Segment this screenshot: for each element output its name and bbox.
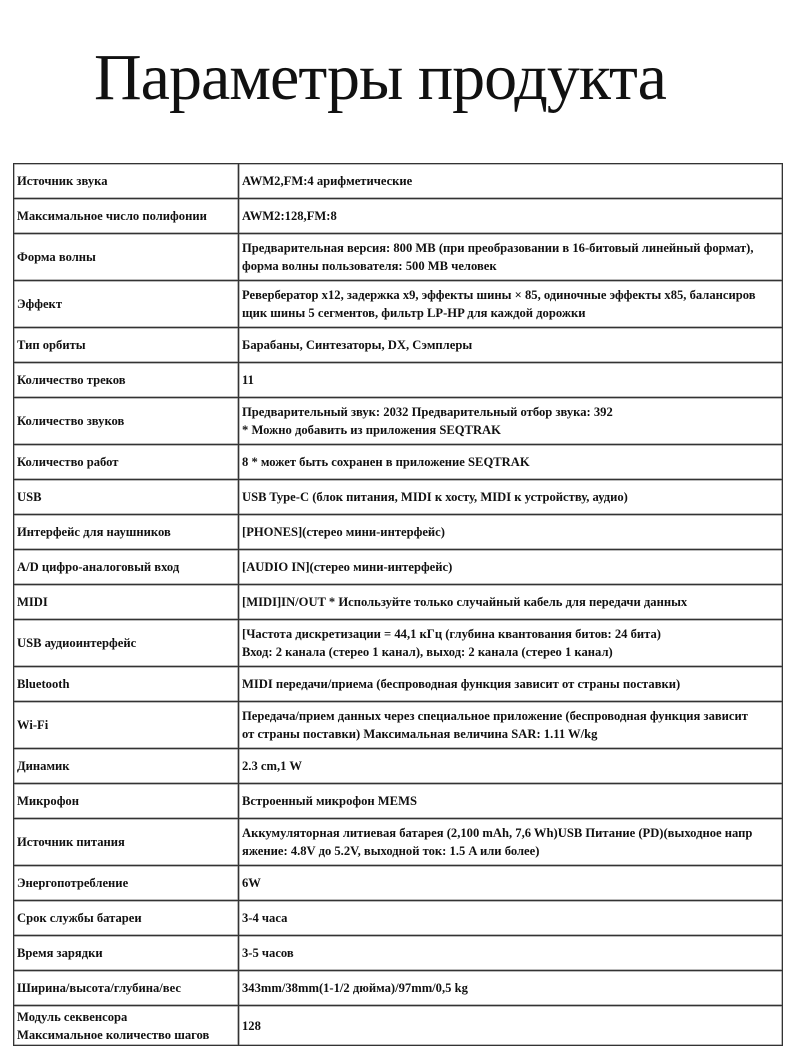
spec-key: USB аудиоинтерфейс xyxy=(14,620,239,667)
spec-table xyxy=(13,163,783,1046)
spec-value xyxy=(239,866,783,901)
spec-value xyxy=(239,585,783,620)
spec-row xyxy=(14,515,783,550)
spec-row xyxy=(14,1006,783,1046)
spec-value xyxy=(239,398,783,445)
spec-value-line: 8 * может быть сохранен в приложение SEQTRAK xyxy=(242,455,530,469)
spec-value-line: 343mm/38mm(1-1/2 дюйма)/97mm/0,5 kg xyxy=(242,981,468,995)
spec-value-line: 3-5 часов xyxy=(242,946,294,960)
spec-key: Bluetooth xyxy=(14,667,239,702)
spec-value-line: [PHONES](стерео мини-интерфейс) xyxy=(242,525,445,539)
spec-value-line: MIDI передачи/приема (беспроводная функция зависит от страны поставки) xyxy=(242,677,681,691)
spec-value-line: USB Type-C (блок питания, MIDI к хосту, MIDI к устройству, аудио) xyxy=(242,490,628,504)
spec-key: Динамик xyxy=(14,749,239,784)
spec-value xyxy=(239,702,783,749)
spec-value-line: 3-4 часа xyxy=(242,911,288,925)
spec-row xyxy=(14,234,783,281)
spec-key: Максимальное число полифонии xyxy=(14,199,239,234)
spec-value-line: Аккумуляторная литиевая батарея (2,100 mAh, 7,6 Wh)USB Питание (PD)(выходное напр xyxy=(242,826,753,840)
spec-value-line: форма волны пользователя: 500 MB человек xyxy=(242,259,497,273)
spec-value-line: 128 xyxy=(242,1018,261,1033)
spec-key: Wi-Fi xyxy=(14,702,239,749)
spec-value-line: [MIDI]IN/OUT * Используйте только случайный кабель для передачи данных xyxy=(242,595,688,609)
spec-value-line: Барабаны, Синтезаторы, DX, Сэмплеры xyxy=(242,338,473,352)
spec-row xyxy=(14,199,783,234)
spec-row xyxy=(14,363,783,398)
spec-value xyxy=(239,515,783,550)
spec-value xyxy=(239,784,783,819)
spec-row xyxy=(14,971,783,1006)
spec-key: Количество работ xyxy=(14,445,239,480)
spec-key-line: Модуль секвенсора xyxy=(17,1009,128,1024)
spec-value-line: * Можно добавить из приложения SEQTRAK xyxy=(242,423,501,437)
page-title: Параметры продукта xyxy=(94,41,666,114)
spec-value-line: Встроенный микрофон MEMS xyxy=(242,794,417,808)
spec-row xyxy=(14,784,783,819)
spec-value-line: [AUDIO IN](стерео мини-интерфейс) xyxy=(242,560,453,574)
spec-key-line: Максимальное количество шагов xyxy=(17,1027,210,1042)
spec-key: Количество треков xyxy=(14,363,239,398)
spec-row xyxy=(14,901,783,936)
spec-key: Срок службы батареи xyxy=(14,901,239,936)
spec-key: Микрофон xyxy=(14,784,239,819)
spec-value-line: Ревербератор x12, задержка x9, эффекты шины × 85, одиночные эффекты x85, балансиров xyxy=(242,288,756,302)
spec-row xyxy=(14,445,783,480)
spec-row xyxy=(14,164,783,199)
spec-row xyxy=(14,398,783,445)
spec-value-line: 2.3 cm,1 W xyxy=(242,759,302,773)
spec-key: Ширина/высота/глубина/вес xyxy=(14,971,239,1006)
spec-value-line: AWM2:128,FM:8 xyxy=(242,209,337,223)
spec-value-line: AWM2,FM:4 арифметические xyxy=(242,174,413,188)
spec-value-line: щик шины 5 сегментов, фильтр LP-HP для каждой дорожки xyxy=(242,306,586,320)
spec-row xyxy=(14,702,783,749)
spec-value-line: Вход: 2 канала (стерео 1 канал), выход: 2 канала (стерео 1 канал) xyxy=(242,645,613,659)
spec-value xyxy=(239,901,783,936)
spec-key: Интерфейс для наушников xyxy=(14,515,239,550)
spec-key: Энергопотребление xyxy=(14,866,239,901)
spec-value xyxy=(239,620,783,667)
spec-value xyxy=(239,667,783,702)
spec-row xyxy=(14,819,783,866)
spec-value xyxy=(239,819,783,866)
spec-value-line: Передача/прием данных через специальное приложение (беспроводная функция зависит xyxy=(242,709,748,723)
spec-value xyxy=(239,328,783,363)
spec-value-line: от страны поставки) Максимальная величина SAR: 1.11 W/kg xyxy=(242,727,598,741)
spec-value-line: Предварительный звук: 2032 Предварительный отбор звука: 392 xyxy=(242,405,613,419)
spec-value-line: яжение: 4.8V до 5.2V, выходной ток: 1.5 A или более) xyxy=(242,844,540,858)
spec-row xyxy=(14,936,783,971)
spec-row xyxy=(14,328,783,363)
spec-value xyxy=(239,363,783,398)
spec-row xyxy=(14,667,783,702)
spec-value xyxy=(239,550,783,585)
spec-value xyxy=(239,749,783,784)
spec-value xyxy=(239,445,783,480)
spec-key: USB xyxy=(14,480,239,515)
spec-key: MIDI xyxy=(14,585,239,620)
spec-row xyxy=(14,550,783,585)
spec-value-line: Предварительная версия: 800 MB (при преобразовании в 16-битовый линейный формат), xyxy=(242,241,754,255)
spec-value xyxy=(239,281,783,328)
spec-value-line: [Частота дискретизации = 44,1 кГц (глубина квантования битов: 24 бита) xyxy=(242,627,661,641)
spec-key: Время зарядки xyxy=(14,936,239,971)
spec-value-line: 6W xyxy=(242,876,261,890)
spec-key: A/D цифро-аналоговый вход xyxy=(14,550,239,585)
spec-value xyxy=(239,1006,783,1046)
spec-key xyxy=(14,1006,239,1046)
spec-row xyxy=(14,749,783,784)
spec-key: Источник звука xyxy=(14,164,239,199)
spec-row xyxy=(14,281,783,328)
spec-key: Источник питания xyxy=(14,819,239,866)
spec-value xyxy=(239,480,783,515)
spec-key: Эффект xyxy=(14,281,239,328)
spec-row xyxy=(14,620,783,667)
spec-value xyxy=(239,199,783,234)
spec-value xyxy=(239,971,783,1006)
spec-row xyxy=(14,585,783,620)
spec-value xyxy=(239,234,783,281)
spec-value xyxy=(239,164,783,199)
spec-row xyxy=(14,866,783,901)
spec-key: Форма волны xyxy=(14,234,239,281)
spec-key: Количество звуков xyxy=(14,398,239,445)
spec-value-line: 11 xyxy=(242,373,254,387)
spec-value xyxy=(239,936,783,971)
spec-row xyxy=(14,480,783,515)
spec-key: Тип орбиты xyxy=(14,328,239,363)
